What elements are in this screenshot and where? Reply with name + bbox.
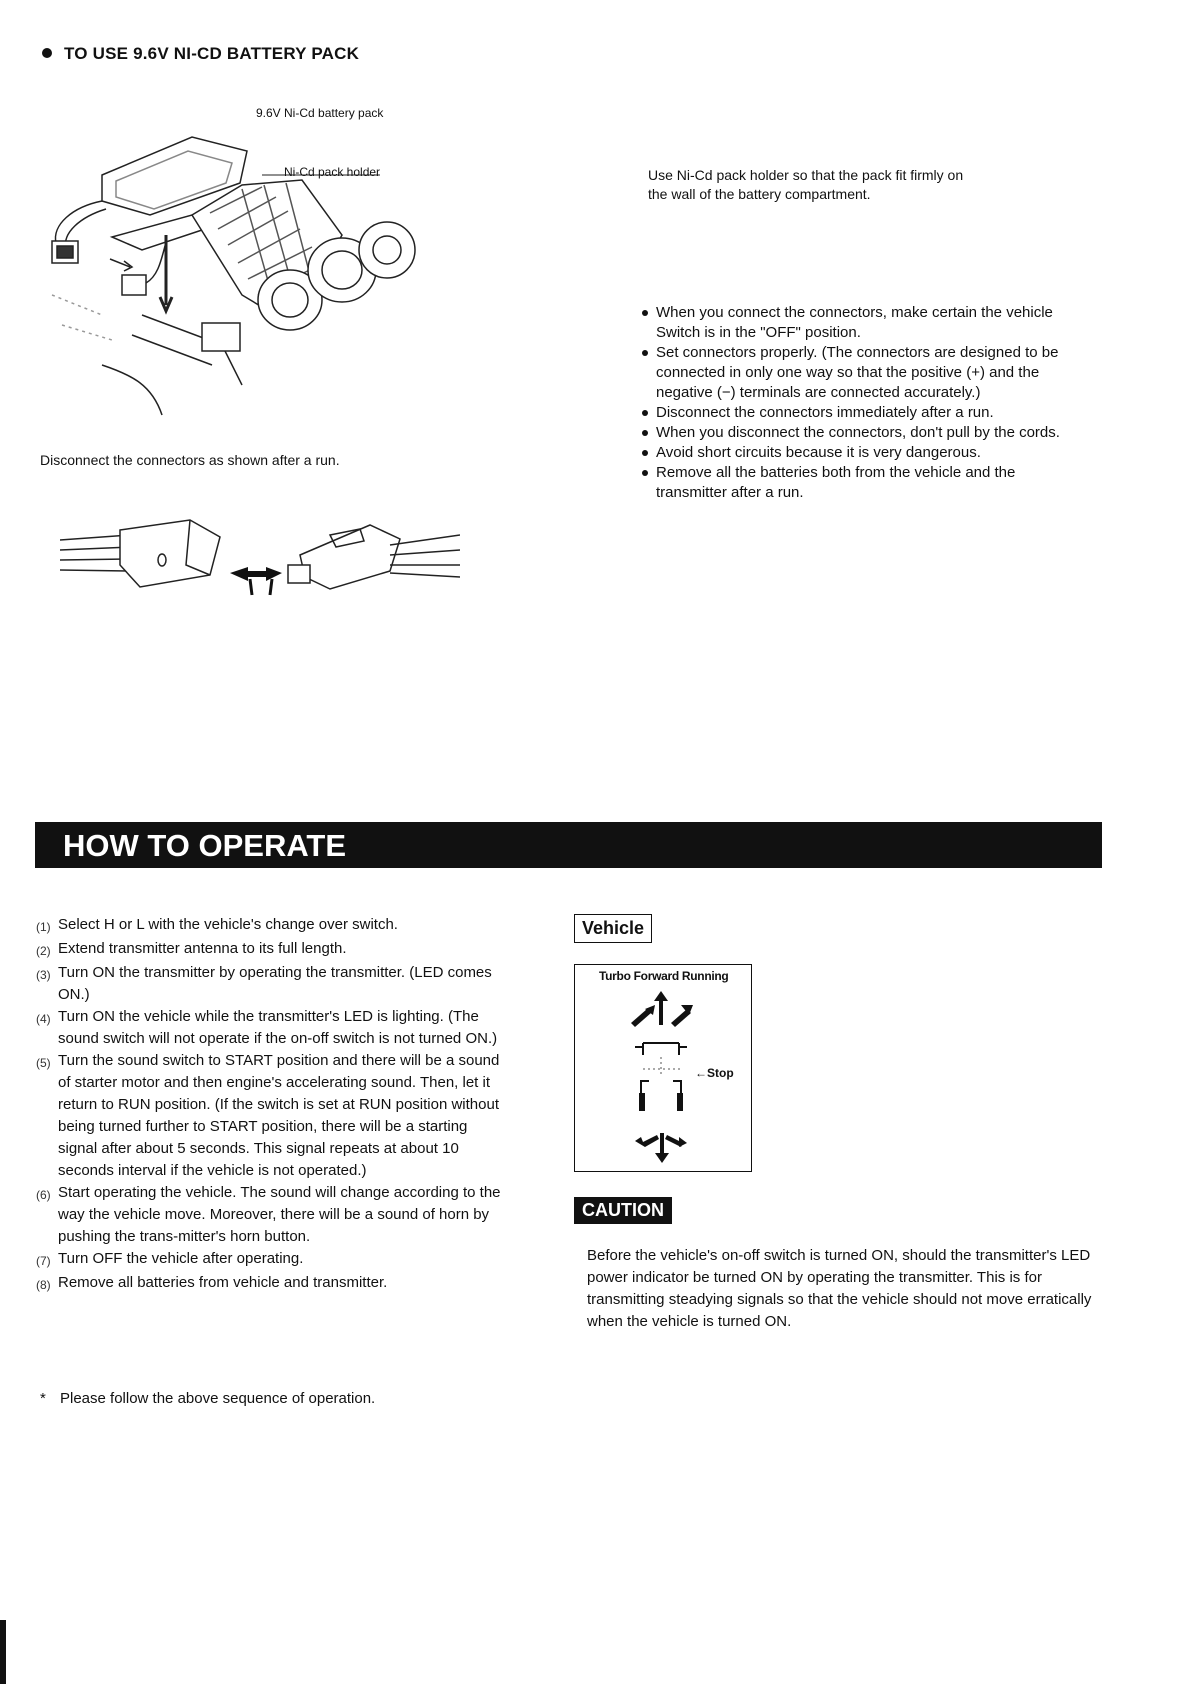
pack-holder-label: Ni-Cd pack holder: [284, 165, 381, 179]
step-item: [36, 1272, 506, 1296]
battery-heading-text: TO USE 9.6V NI-CD BATTERY PACK: [64, 44, 360, 63]
list-item: Disconnect the connectors immediately after a run.: [640, 403, 1090, 423]
footnote: [40, 1389, 375, 1409]
banner-title: HOW TO OPERATE: [63, 828, 347, 863]
caution-text: Before the vehicle's on-off switch is turned ON, should the transmitter's LED power indicator be turned ON by operating the transmitter. This is for transmitting steadying signals so that the vehicle should not move erratically when the vehicle is turned ON.: [587, 1247, 1092, 1330]
how-to-operate-banner: [35, 822, 1102, 868]
caution-badge: CAUTION: [574, 1197, 672, 1224]
step-number: (1): [36, 920, 51, 934]
connector-disconnect-illustration: [60, 515, 460, 605]
step-number: (8): [36, 1278, 51, 1292]
disconnect-caption: Disconnect the connectors as shown after a run.: [40, 452, 340, 468]
step-text: Turn OFF the vehicle after operating.: [58, 1250, 304, 1267]
list-item: When you connect the connectors, make certain the vehicle Switch is in the "OFF" position.: [640, 303, 1090, 343]
connector-notes-list: [640, 303, 1090, 503]
step-item: [36, 914, 506, 938]
stop-label: ←Stop: [695, 1066, 734, 1080]
step-text: Turn the sound switch to START position and there will be a sound of starter motor and then engine's accelerating sound. Then, let it return to RUN position. (If the switch is set at RUN position without being turned further to START position, there will be a starting signal after about 5 seconds. This signal repeats at about 10 seconds interval if the vehicle is not operated.): [58, 1052, 500, 1179]
step-item: [36, 1248, 506, 1272]
holder-note: Use Ni-Cd pack holder so that the pack fit firmly on the wall of the battery compartment.: [648, 167, 964, 202]
step-number: (3): [36, 968, 51, 982]
battery-heading: [42, 44, 359, 64]
bullet-dot: [42, 48, 52, 58]
step-text: Extend transmitter antenna to its full length.: [58, 940, 347, 957]
list-item: Avoid short circuits because it is very dangerous.: [640, 443, 1090, 463]
step-text: Turn ON the transmitter by operating the transmitter. (LED comes ON.): [58, 964, 492, 1003]
turbo-forward-label: Turbo Forward Running: [599, 969, 729, 983]
page-edge-mark: [0, 1620, 6, 1684]
vehicle-direction-diagram: [574, 964, 752, 1172]
vehicle-tag: Vehicle: [574, 914, 652, 943]
step-text: Select H or L with the vehicle's change over switch.: [58, 916, 398, 933]
step-item: [36, 938, 506, 962]
footnote-mark: *: [40, 1390, 46, 1407]
step-item: [36, 962, 506, 1006]
step-number: (4): [36, 1012, 51, 1026]
list-item: When you disconnect the connectors, don't pull by the cords.: [640, 423, 1090, 443]
list-item: Remove all the batteries both from the vehicle and the transmitter after a run.: [640, 463, 1090, 503]
footnote-text: Please follow the above sequence of operation.: [60, 1390, 376, 1407]
step-number: (5): [36, 1056, 51, 1070]
operation-steps: [36, 914, 506, 1296]
battery-pack-label: 9.6V Ni-Cd battery pack: [256, 106, 384, 120]
step-number: (7): [36, 1254, 51, 1268]
step-item: [36, 1050, 506, 1182]
list-item: Set connectors properly. (The connectors are designed to be connected in only one way so that the positive (+) and the negative (−) terminals are connected accurately.): [640, 343, 1090, 403]
step-text: Turn ON the vehicle while the transmitter's LED is lighting. (The sound switch will not operate if the on-off switch is not turned ON.): [58, 1008, 498, 1047]
step-number: (6): [36, 1188, 51, 1202]
step-text: Start operating the vehicle. The sound will change according to the way the vehicle move. Moreover, there will be a sound of horn by pushing the trans-mitter's horn button.: [58, 1184, 501, 1245]
battery-compartment-illustration: [42, 125, 442, 420]
step-item: [36, 1006, 506, 1050]
step-item: [36, 1182, 506, 1248]
step-number: (2): [36, 944, 51, 958]
step-text: Remove all batteries from vehicle and transmitter.: [58, 1274, 388, 1291]
